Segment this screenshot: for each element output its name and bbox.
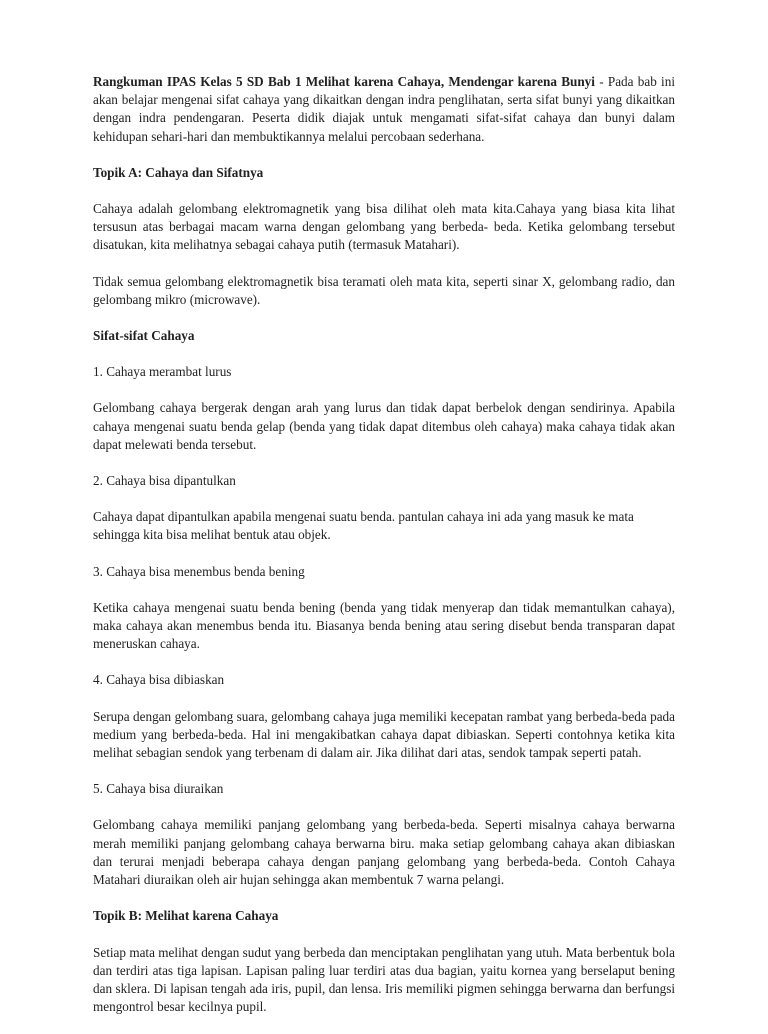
sifat-item-1-title: 1. Cahaya merambat lurus bbox=[93, 364, 232, 380]
sifat-item-3-text: Ketika cahaya mengenai suatu benda bening (benda yang tidak menyerap dan tidak memantulkan cahaya), maka cahaya akan menembus benda itu. Biasanya benda bening atau sering disebut benda transparan dapat meneruskan cahaya. bbox=[93, 599, 675, 652]
topik-b-heading: Topik B: Melihat karena Cahaya bbox=[93, 908, 279, 924]
document-page bbox=[93, 73, 675, 1034]
sifat-item-5-title: 5. Cahaya bisa diuraikan bbox=[93, 781, 224, 797]
topik-a-paragraph-1: Cahaya adalah gelombang elektromagnetik yang bisa dilihat oleh mata kita.Cahaya yang biasa kita lihat tersusun atas berbagai macam warna dengan gelombang yang berbeda- beda. Ketika gelombang tersebut disatukan, kita melihatnya sebagai cahaya putih (termasuk Matahari). bbox=[93, 201, 675, 253]
sifat-item-2-title: 2. Cahaya bisa dipantulkan bbox=[93, 473, 236, 489]
intro-paragraph bbox=[93, 73, 675, 146]
intro-text: - Pada bab ini akan belajar mengenai sifat cahaya yang dikaitkan dengan indra penglihatan, serta sifat bunyi yang dikaitkan dengan indra pendengaran. Peserta didik diajak untuk mengamati sifat-sifat cahaya dan bunyi dalam kehidupan sehari-hari dan membuktikannya melalui percobaan sederhana. bbox=[93, 74, 675, 144]
sifat-item-4-title: 4. Cahaya bisa dibiaskan bbox=[93, 672, 225, 688]
sifat-item-3-title: 3. Cahaya bisa menembus benda bening bbox=[93, 563, 305, 579]
topik-b-paragraph-1: Setiap mata melihat dengan sudut yang berbeda dan menciptakan penglihatan yang utuh. Mata berbentuk bola dan terdiri atas tiga lapisan. Lapisan paling luar terdiri atas dua bagian, yaitu kornea yang berselaput bening dan sklera. Di lapisan tengah ada iris, pupil, dan lensa. Iris memiliki pigmen sehingga berwarna dan berfungsi mengontrol besar kecilnya pupil. bbox=[93, 944, 675, 1015]
sifat-item-1-text: Gelombang cahaya bergerak dengan arah yang lurus dan tidak dapat berbelok dengan sendirinya. Apabila cahaya mengenai suatu benda gelap (benda yang tidak dapat ditembus oleh cahaya) maka cahaya tidak akan dapat melewati benda tersebut. bbox=[93, 400, 675, 452]
document-title: Rangkuman IPAS Kelas 5 SD Bab 1 Melihat karena Cahaya, Mendengar karena Bunyi bbox=[93, 74, 595, 89]
sifat-item-4-text: Serupa dengan gelombang suara, gelombang cahaya juga memiliki kecepatan rambat yang berbeda-beda pada medium yang berbeda-beda. Hal ini mengakibatkan cahaya dapat dibiaskan. Seperti contohnya ketika kita melihat sebagian sendok yang terbenam di dalam air. Jika dilihat dari atas, sendok tampak seperti patah. bbox=[93, 708, 675, 761]
topik-a-heading: Topik A: Cahaya dan Sifatnya bbox=[93, 164, 264, 180]
sifat-item-5-text: Gelombang cahaya memiliki panjang gelombang yang berbeda-beda. Seperti misalnya cahaya berwarna merah memiliki panjang gelombang cahaya berwarna biru. maka setiap gelombang cahaya akan dibiaskan dan terurai menjadi beberapa cahaya dengan panjang gelombang yang berbeda-beda. Contoh Cahaya Matahari diuraikan oleh air hujan sehingga akan membentuk 7 warna pelangi. bbox=[93, 817, 675, 888]
sifat-heading: Sifat-sifat Cahaya bbox=[93, 328, 195, 344]
sifat-item-2-text: Cahaya dapat dipantulkan apabila mengenai suatu benda. pantulan cahaya ini ada yang masuk ke mata sehingga kita bisa melihat bentuk atau objek. bbox=[93, 509, 634, 543]
topik-a-paragraph-2: Tidak semua gelombang elektromagnetik bisa teramati oleh mata kita, seperti sinar X, gelombang radio, dan gelombang mikro (microwave). bbox=[93, 273, 675, 307]
